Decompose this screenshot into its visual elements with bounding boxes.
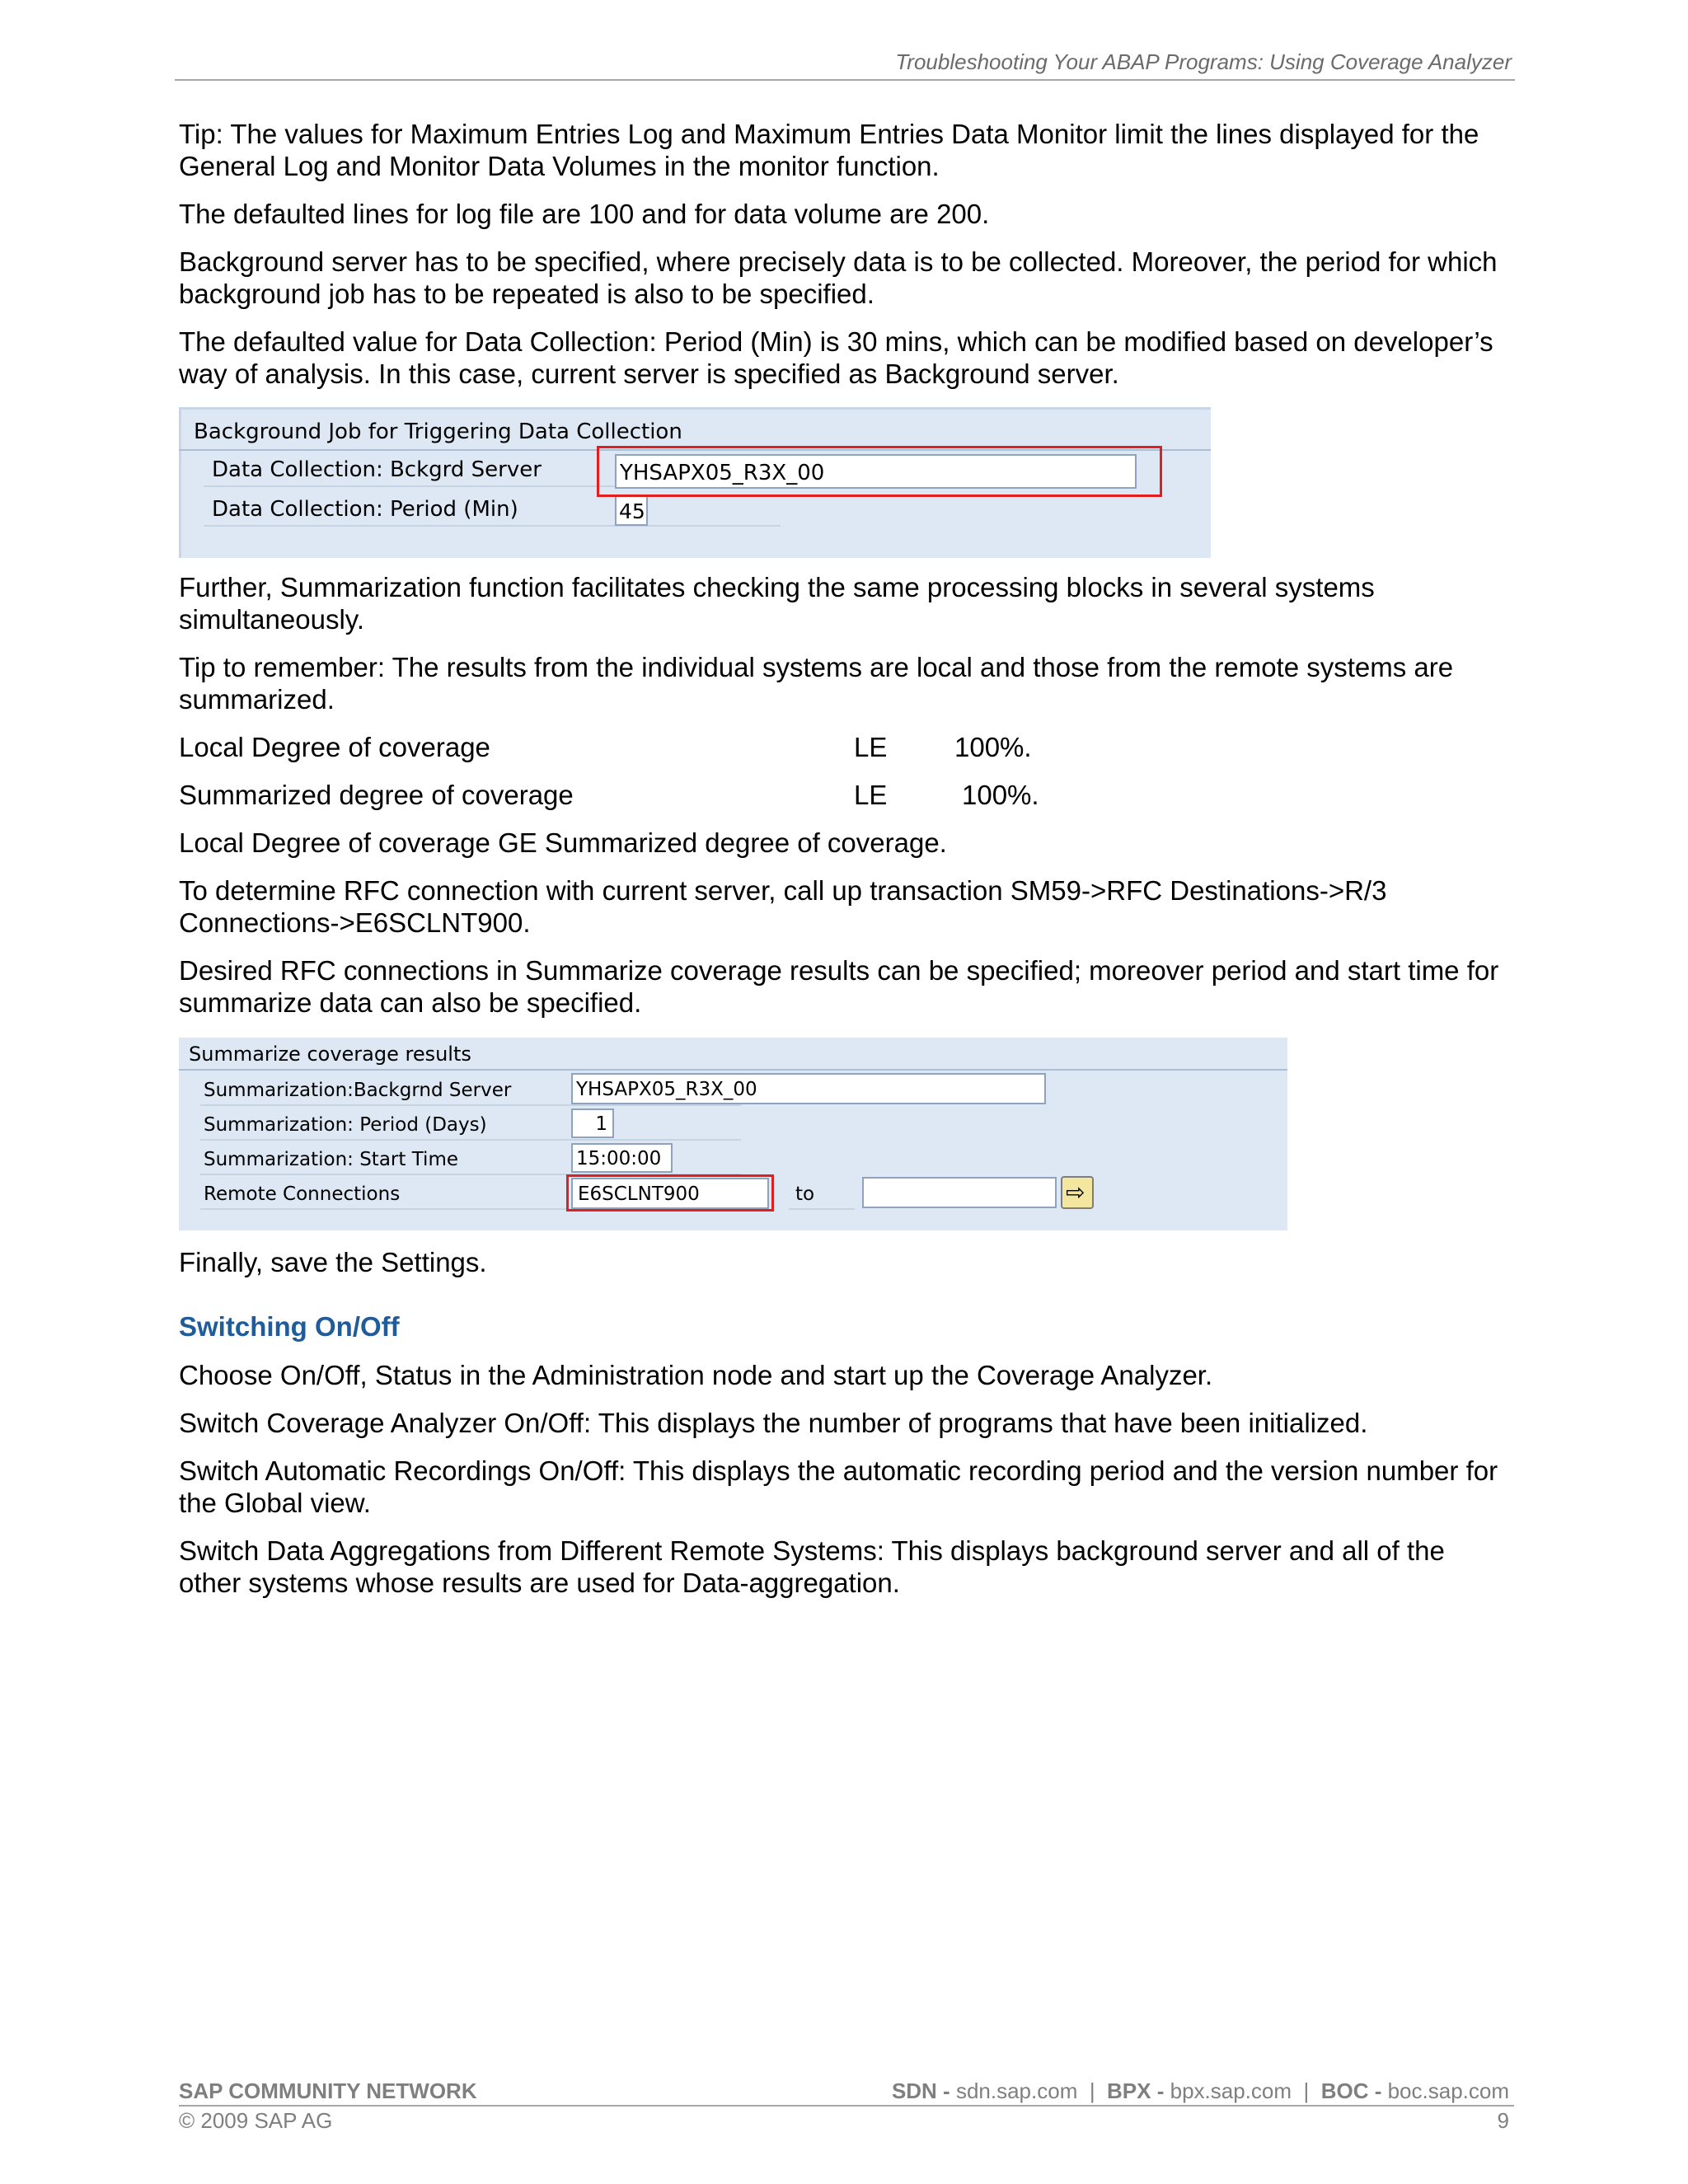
paragraph-switch-recordings: Switch Automatic Recordings On/Off: This displays the automatic recording period and the version number for the Global view.	[179, 1455, 1498, 1518]
paragraph-tip-remember: Tip to remember: The results from the individual systems are local and those from the remote systems are summarized.	[179, 652, 1454, 715]
paragraph-tip-entries: Tip: The values for Maximum Entries Log and Maximum Entries Data Monitor limit the lines displayed for the General Log and Monitor Data Volumes in the monitor function.	[179, 119, 1479, 181]
summarize-coverage-panel	[179, 1038, 1287, 1230]
footer-boc-label: BOC -	[1320, 2079, 1382, 2103]
coverage-row-value: 100%.	[954, 732, 1032, 762]
to-label: to	[795, 1183, 815, 1205]
paragraph-switch-analyzer: Switch Coverage Analyzer On/Off: This displays the number of programs that have been initialized.	[179, 1408, 1368, 1438]
paragraph-summarization: Further, Summarization function facilitates checking the same processing blocks in several systems simultaneously.	[179, 572, 1375, 635]
multiple-selection-button[interactable]	[1061, 1176, 1094, 1209]
footer-copyright: © 2009 SAP AG	[179, 2108, 333, 2133]
background-job-panel	[179, 407, 1211, 558]
remote-connections-to-field[interactable]	[862, 1177, 1057, 1208]
footer-separator: |	[1089, 2079, 1095, 2103]
remote-connections-field[interactable]: E6SCLNT900	[571, 1178, 769, 1209]
panel-title	[179, 1038, 1287, 1071]
footer-network: SAP COMMUNITY NETWORK	[179, 2079, 477, 2103]
coverage-row-label: Summarized degree of coverage	[179, 780, 574, 810]
footer-sdn-label: SDN -	[891, 2079, 950, 2103]
section-heading: Switching On/Off	[179, 1311, 400, 1342]
header-title: Troubleshooting Your ABAP Programs: Using Coverage Analyzer	[895, 49, 1512, 74]
footer-links	[892, 2079, 1509, 2104]
summarization-server-field[interactable]: YHSAPX05_R3X_00	[571, 1073, 1046, 1104]
to-label-underline	[789, 1179, 855, 1210]
coverage-row-local	[179, 731, 1514, 763]
highlight-box	[566, 1174, 774, 1212]
panel-title	[179, 410, 1211, 451]
footer-divider	[179, 2105, 1514, 2107]
page-number: 9	[1497, 2108, 1509, 2133]
paragraph-desired-rfc: Desired RFC connections in Summarize coverage results can be specified; moreover period and start time for summarize data can also be specified.	[179, 955, 1499, 1018]
paragraph-choose-onoff: Choose On/Off, Status in the Administration node and start up the Coverage Analyzer.	[179, 1360, 1213, 1390]
summarization-period-label: Summarization: Period (Days)	[200, 1109, 741, 1141]
remote-connections-label: Remote Connections	[200, 1179, 741, 1210]
footer-bpx-label: BPX -	[1107, 2079, 1165, 2103]
coverage-row-label: Local Degree of coverage	[179, 732, 490, 762]
arrow-right-icon: ⇨	[1066, 1179, 1085, 1206]
bckgrd-server-label: Data Collection: Bckgrd Server	[204, 452, 781, 487]
paragraph-save-settings: Finally, save the Settings.	[179, 1247, 487, 1277]
footer-boc-link[interactable]: boc.sap.com	[1387, 2079, 1509, 2103]
summarization-start-field[interactable]: 15:00:00	[571, 1143, 673, 1173]
coverage-row-value: 100%.	[962, 780, 1039, 810]
paragraph-background-server: Background server has to be specified, where precisely data is to be collected. Moreover, the period for which background job has to be repeated is also to be specified.	[179, 246, 1498, 309]
paragraph-rfc-connection: To determine RFC connection with current server, call up transaction SM59->RFC Destinations->R/3 Connections->E6SCLNT900.	[179, 875, 1387, 938]
period-min-field[interactable]: 45	[615, 494, 648, 526]
summarization-start-label: Summarization: Start Time	[200, 1144, 741, 1175]
page-header	[175, 48, 1515, 81]
summarization-server-label: Summarization:Backgrnd Server	[200, 1075, 741, 1106]
footer-sdn-link[interactable]: sdn.sap.com	[955, 2079, 1078, 2103]
summarization-period-field[interactable]: 1	[571, 1108, 614, 1138]
panel-title-text: Background Job for Triggering Data Collection	[194, 419, 682, 444]
coverage-row-operator: LE	[854, 780, 888, 810]
bckgrd-server-field[interactable]: YHSAPX05_R3X_00	[615, 454, 1137, 489]
coverage-row-summarized	[179, 779, 1514, 811]
paragraph-switch-aggregations: Switch Data Aggregations from Different Remote Systems: This displays background server and all of the other systems whose results are used for Data-aggregation.	[179, 1535, 1445, 1598]
coverage-row-operator: LE	[854, 732, 888, 762]
highlight-box	[597, 446, 1162, 497]
footer-separator: |	[1303, 2079, 1310, 2103]
paragraph-defaulted-lines: The defaulted lines for log file are 100 and for data volume are 200.	[179, 199, 990, 229]
paragraph-local-ge: Local Degree of coverage GE Summarized degree of coverage.	[179, 827, 947, 858]
footer-bpx-link[interactable]: bpx.sap.com	[1170, 2079, 1292, 2103]
period-min-label: Data Collection: Period (Min)	[204, 492, 781, 527]
panel-title-text: Summarize coverage results	[189, 1043, 471, 1066]
paragraph-defaulted-value: The defaulted value for Data Collection: Period (Min) is 30 mins, which can be modified based on developer’s way of analysis. In this case, current server is specified as Background server.	[179, 326, 1493, 389]
